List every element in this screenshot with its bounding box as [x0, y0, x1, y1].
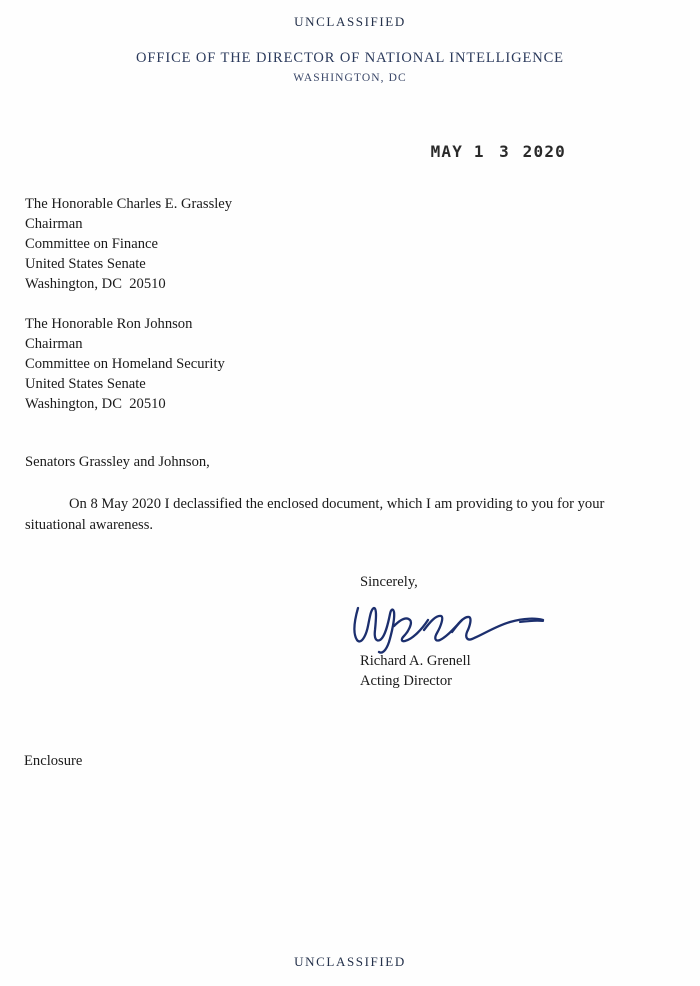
classification-banner-top: UNCLASSIFIED	[294, 14, 406, 29]
letterhead-location: WASHINGTON, DC	[293, 72, 407, 84]
addressee-role: Chairman	[25, 336, 83, 352]
addressee-name: The Honorable Ron Johnson	[25, 316, 193, 332]
date-stamp-year: 2020	[522, 142, 566, 161]
addressee-committee: Committee on Homeland Security	[25, 356, 225, 372]
classification-banner-bottom: UNCLASSIFIED	[294, 954, 406, 969]
salutation: Senators Grassley and Johnson,	[25, 454, 210, 470]
signature-title: Acting Director	[360, 673, 452, 689]
addressee-body: United States Senate	[25, 256, 146, 272]
addressee-name: The Honorable Charles E. Grassley	[25, 196, 233, 212]
body-paragraph: On 8 May 2020 I declassified the enclosed document, which I am providing to you for your situational awareness.	[25, 496, 605, 533]
addressee-city: Washington, DC 20510	[25, 276, 166, 292]
letterhead-organization: OFFICE OF THE DIRECTOR OF NATIONAL INTELLIGENCE	[136, 50, 564, 66]
letterhead	[0, 50, 700, 84]
addressee-body: United States Senate	[25, 376, 146, 392]
addressee-committee: Committee on Finance	[25, 236, 158, 252]
enclosure-note: Enclosure	[24, 753, 83, 769]
signature-image	[344, 596, 554, 658]
addressee-city: Washington, DC 20510	[25, 396, 166, 412]
signature-name: Richard A. Grenell	[360, 653, 471, 669]
addressee-role: Chairman	[25, 216, 83, 232]
date-stamp-day: 1 3	[473, 142, 512, 161]
addressee-block-1	[25, 194, 232, 294]
date-stamp	[431, 142, 566, 161]
addressee-block-2	[25, 314, 225, 414]
closing: Sincerely,	[360, 574, 418, 590]
date-stamp-month: MAY	[430, 142, 464, 161]
